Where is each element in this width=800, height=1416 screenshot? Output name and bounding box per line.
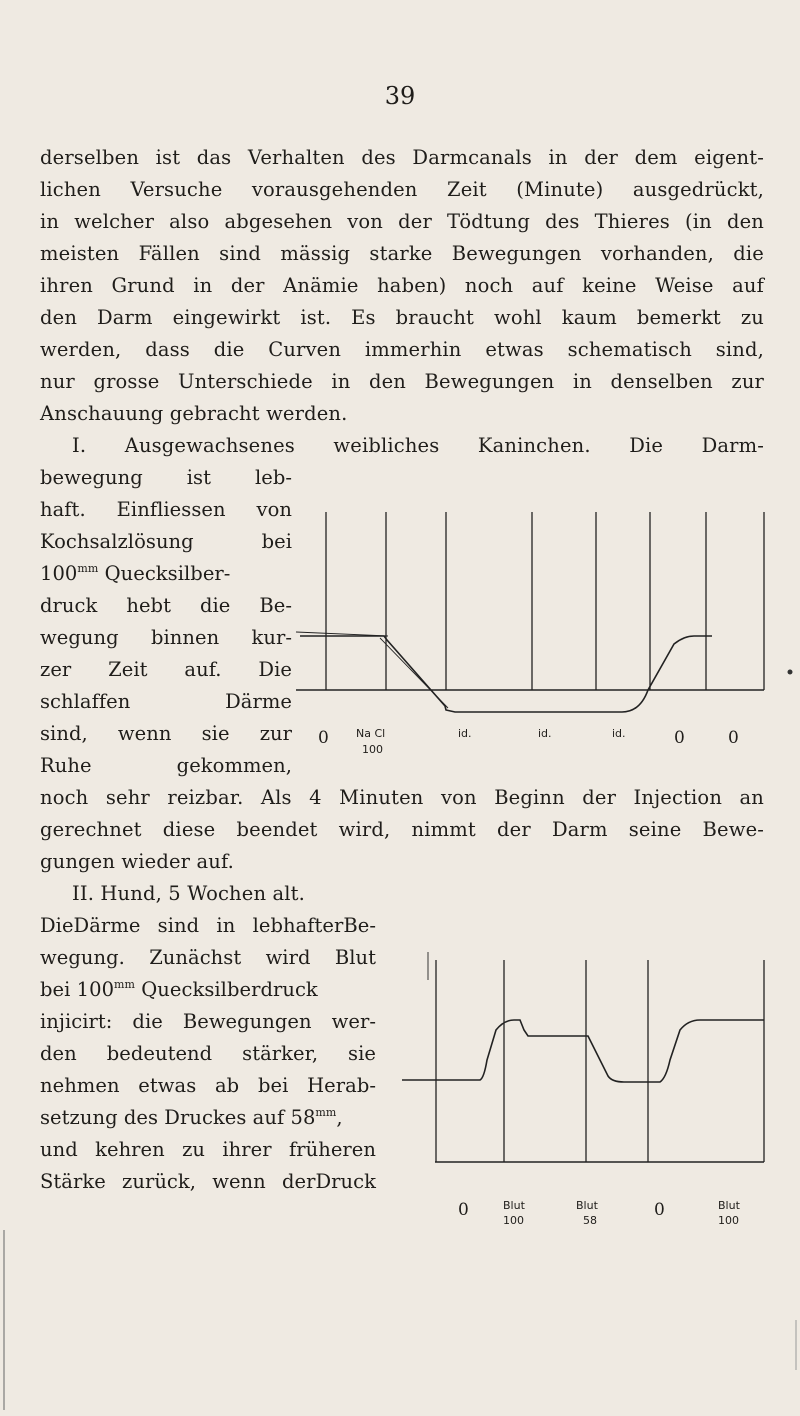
text-line: werden, dass die Curven immerhin etwas schematisch sind, bbox=[40, 338, 764, 361]
figure-2-label: 0 bbox=[654, 1200, 665, 1220]
figure-1-label: Na Cl bbox=[356, 727, 386, 740]
figure-2-label: 0 bbox=[458, 1200, 469, 1220]
ink-dot bbox=[788, 670, 793, 675]
text-line: Kochsalzlösung bei bbox=[40, 530, 292, 553]
text-line: meisten Fällen sind mässig starke Bewegungen vorhanden, die bbox=[40, 242, 764, 265]
text-line: sind, wenn sie zur bbox=[40, 722, 292, 745]
text-line: den Darm eingewirkt ist. Es braucht wohl kaum bemerkt zu bbox=[40, 306, 764, 329]
text-line: Stärke zurück, wenn derDruck bbox=[40, 1170, 376, 1193]
figure-1-axis-labels bbox=[318, 727, 739, 756]
text-line: druck hebt die Be- bbox=[40, 594, 292, 617]
text-line: wegung binnen kur- bbox=[40, 626, 292, 649]
text-line: nur grosse Unterschiede in den Bewegungen in denselben zur bbox=[40, 370, 764, 393]
text-line: Anschauung gebracht werden. bbox=[40, 402, 348, 425]
text-line: injicirt: die Bewegungen wer- bbox=[40, 1010, 376, 1033]
figure-2-label: Blut bbox=[503, 1199, 525, 1212]
text-line: lichen Versuche vorausgehenden Zeit (Minute) ausgedrückt, bbox=[40, 178, 764, 201]
text-line: $100^{mm}$ Quecksilber- bbox=[40, 562, 231, 585]
text-line: DieDärme sind in lebhafterBe- bbox=[40, 914, 376, 937]
section-heading-1: I. Ausgewachsenes weibliches Kaninchen. Die Darm- bbox=[72, 434, 764, 457]
figure-2-axis-labels bbox=[458, 1199, 741, 1227]
text-line: wegung. Zunächst wird Blut bbox=[40, 946, 376, 969]
text-line: derselben ist das Verhalten des Darmcanals in der dem eigent- bbox=[40, 146, 764, 169]
figure-1-label: id. bbox=[538, 727, 552, 740]
figure-1-label: id. bbox=[612, 727, 626, 740]
text-line: setzung des Druckes auf $58^{mm}$, bbox=[40, 1106, 343, 1129]
text-line: den bedeutend stärker, sie bbox=[40, 1042, 376, 1065]
figure-2-label: Blut bbox=[718, 1199, 740, 1212]
text-line: bei $100^{mm}$ Quecksilberdruck bbox=[40, 978, 318, 1001]
text-line: gungen wieder auf. bbox=[40, 850, 234, 873]
text-line: nehmen etwas ab bei Herab- bbox=[40, 1074, 376, 1097]
figure-1-curve-shadow bbox=[296, 632, 448, 708]
figure-2-intestine-curve bbox=[402, 952, 764, 1162]
figure-1-label: id. bbox=[458, 727, 472, 740]
figure-1-label: 100 bbox=[362, 743, 383, 756]
figure-2-motion-curve bbox=[402, 1020, 764, 1082]
figure-2-label: 100 bbox=[718, 1214, 739, 1227]
text-line: gerechnet diese beendet wird, nimmt der Darm seine Bewe- bbox=[40, 818, 764, 841]
figure-2-label: Blut bbox=[576, 1199, 598, 1212]
text-line: ihren Grund in der Anämie haben) noch auf keine Weise auf bbox=[40, 274, 764, 297]
text-line: noch sehr reizbar. Als 4 Minuten von Beginn der Injection an bbox=[40, 786, 764, 809]
figure-1-intestine-curve bbox=[296, 512, 764, 712]
figure-1-label: 0 bbox=[318, 728, 329, 748]
text-line: und kehren zu ihrer früheren bbox=[40, 1138, 376, 1161]
figure-2-label: 100 bbox=[503, 1214, 524, 1227]
text-line: bewegung ist leb- bbox=[40, 466, 292, 489]
page-number: 39 bbox=[384, 82, 416, 110]
text-line: in welcher also abgesehen von der Tödtung des Thieres (in den bbox=[40, 210, 764, 233]
figure-1-label: 0 bbox=[728, 728, 739, 748]
section-heading-2: II. Hund, 5 Wochen alt. bbox=[72, 882, 305, 905]
text-line: zer Zeit auf. Die bbox=[40, 658, 292, 681]
text-line: schlaffen Därme bbox=[40, 690, 292, 713]
text-line: Ruhe gekommen, bbox=[40, 754, 292, 777]
text-line: haft. Einfliessen von bbox=[40, 498, 292, 521]
figure-1-label: 0 bbox=[674, 728, 685, 748]
figure-2-label: 58 bbox=[583, 1214, 597, 1227]
